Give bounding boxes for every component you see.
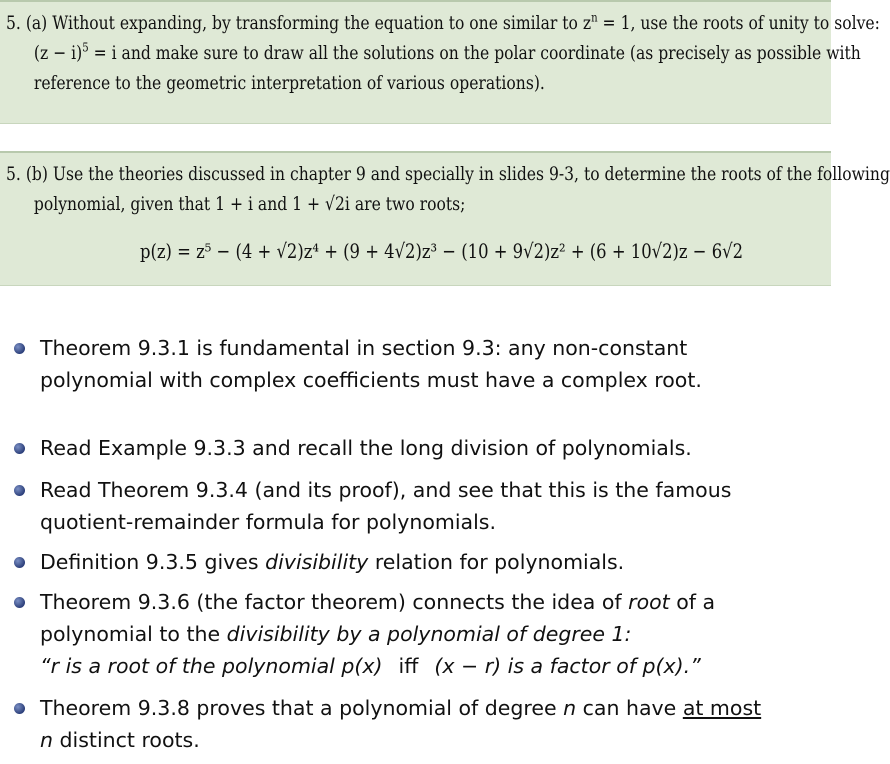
- bullet-5-line-3: “r is a root of the polynomial p(x) iff (x − r) is a factor of p(x).”: [40, 654, 701, 678]
- problem-b-line1: 5. (b) Use the theories discussed in chapter 9 and specially in slides 9-3, to determine the roots of the following: [6, 163, 890, 185]
- problem-a-box: [0, 0, 880, 124]
- bullet-4-line-1: Definition 9.3.5 gives divisibility relation for polynomials.: [40, 550, 625, 574]
- bullet-5-line-2: polynomial to the divisibility by a polynomial of degree 1:: [40, 622, 632, 646]
- problem-a-text: [6, 8, 880, 98]
- bullet-icon: [14, 343, 25, 354]
- problem-a-line2: $(z - i)^5 = i$ and make sure to draw all the solutions on the polar coordinate (as precisely as possible with: [33, 40, 861, 64]
- bullet-icon: [14, 557, 25, 568]
- bullet-6-line-2: n distinct roots.: [40, 728, 200, 752]
- bullet-2-line-1: Read Example 9.3.3 and recall the long division of polynomials.: [40, 436, 692, 460]
- bullet-icon: [14, 485, 25, 496]
- bullet-5-line-1: Theorem 9.3.6 (the factor theorem) connects the idea of root of a: [40, 590, 716, 614]
- bullet-6-line-1: Theorem 9.3.8 proves that a polynomial of degree n can have at most: [40, 696, 762, 720]
- bullet-3-line-2: quotient-remainder formula for polynomials.: [40, 510, 497, 534]
- polynomial-equation: p(z) = z⁵ − (4 + √2)z⁴ + (9 + 4√2)z³ − (10 + 9√2)z² + (6 + 10√2)z − 6√2: [140, 239, 744, 263]
- bullet-3-line-1: Read Theorem 9.3.4 (and its proof), and see that this is the famous: [40, 478, 732, 502]
- bullet-icon: [14, 443, 25, 454]
- bullet-icon: [14, 703, 25, 714]
- problem-b-text: [6, 159, 890, 219]
- problem-b-box: [0, 151, 890, 286]
- problem-a-line3: reference to the geometric interpretation of various operations).: [33, 72, 545, 94]
- bullet-icon: [14, 597, 25, 608]
- problem-b-line2: polynomial, given that 1 + i and 1 + √2i are two roots;: [33, 193, 466, 215]
- bullet-1-line-1: Theorem 9.3.1 is fundamental in section 9.3: any non-constant: [40, 336, 688, 360]
- bullet-1-line-2: polynomial with complex coefficients must have a complex root.: [40, 368, 702, 392]
- problem-a-line1: 5. (a) Without expanding, by transforming the equation to one similar to $z^n = 1$, use the roots of unity to solve:: [6, 10, 880, 34]
